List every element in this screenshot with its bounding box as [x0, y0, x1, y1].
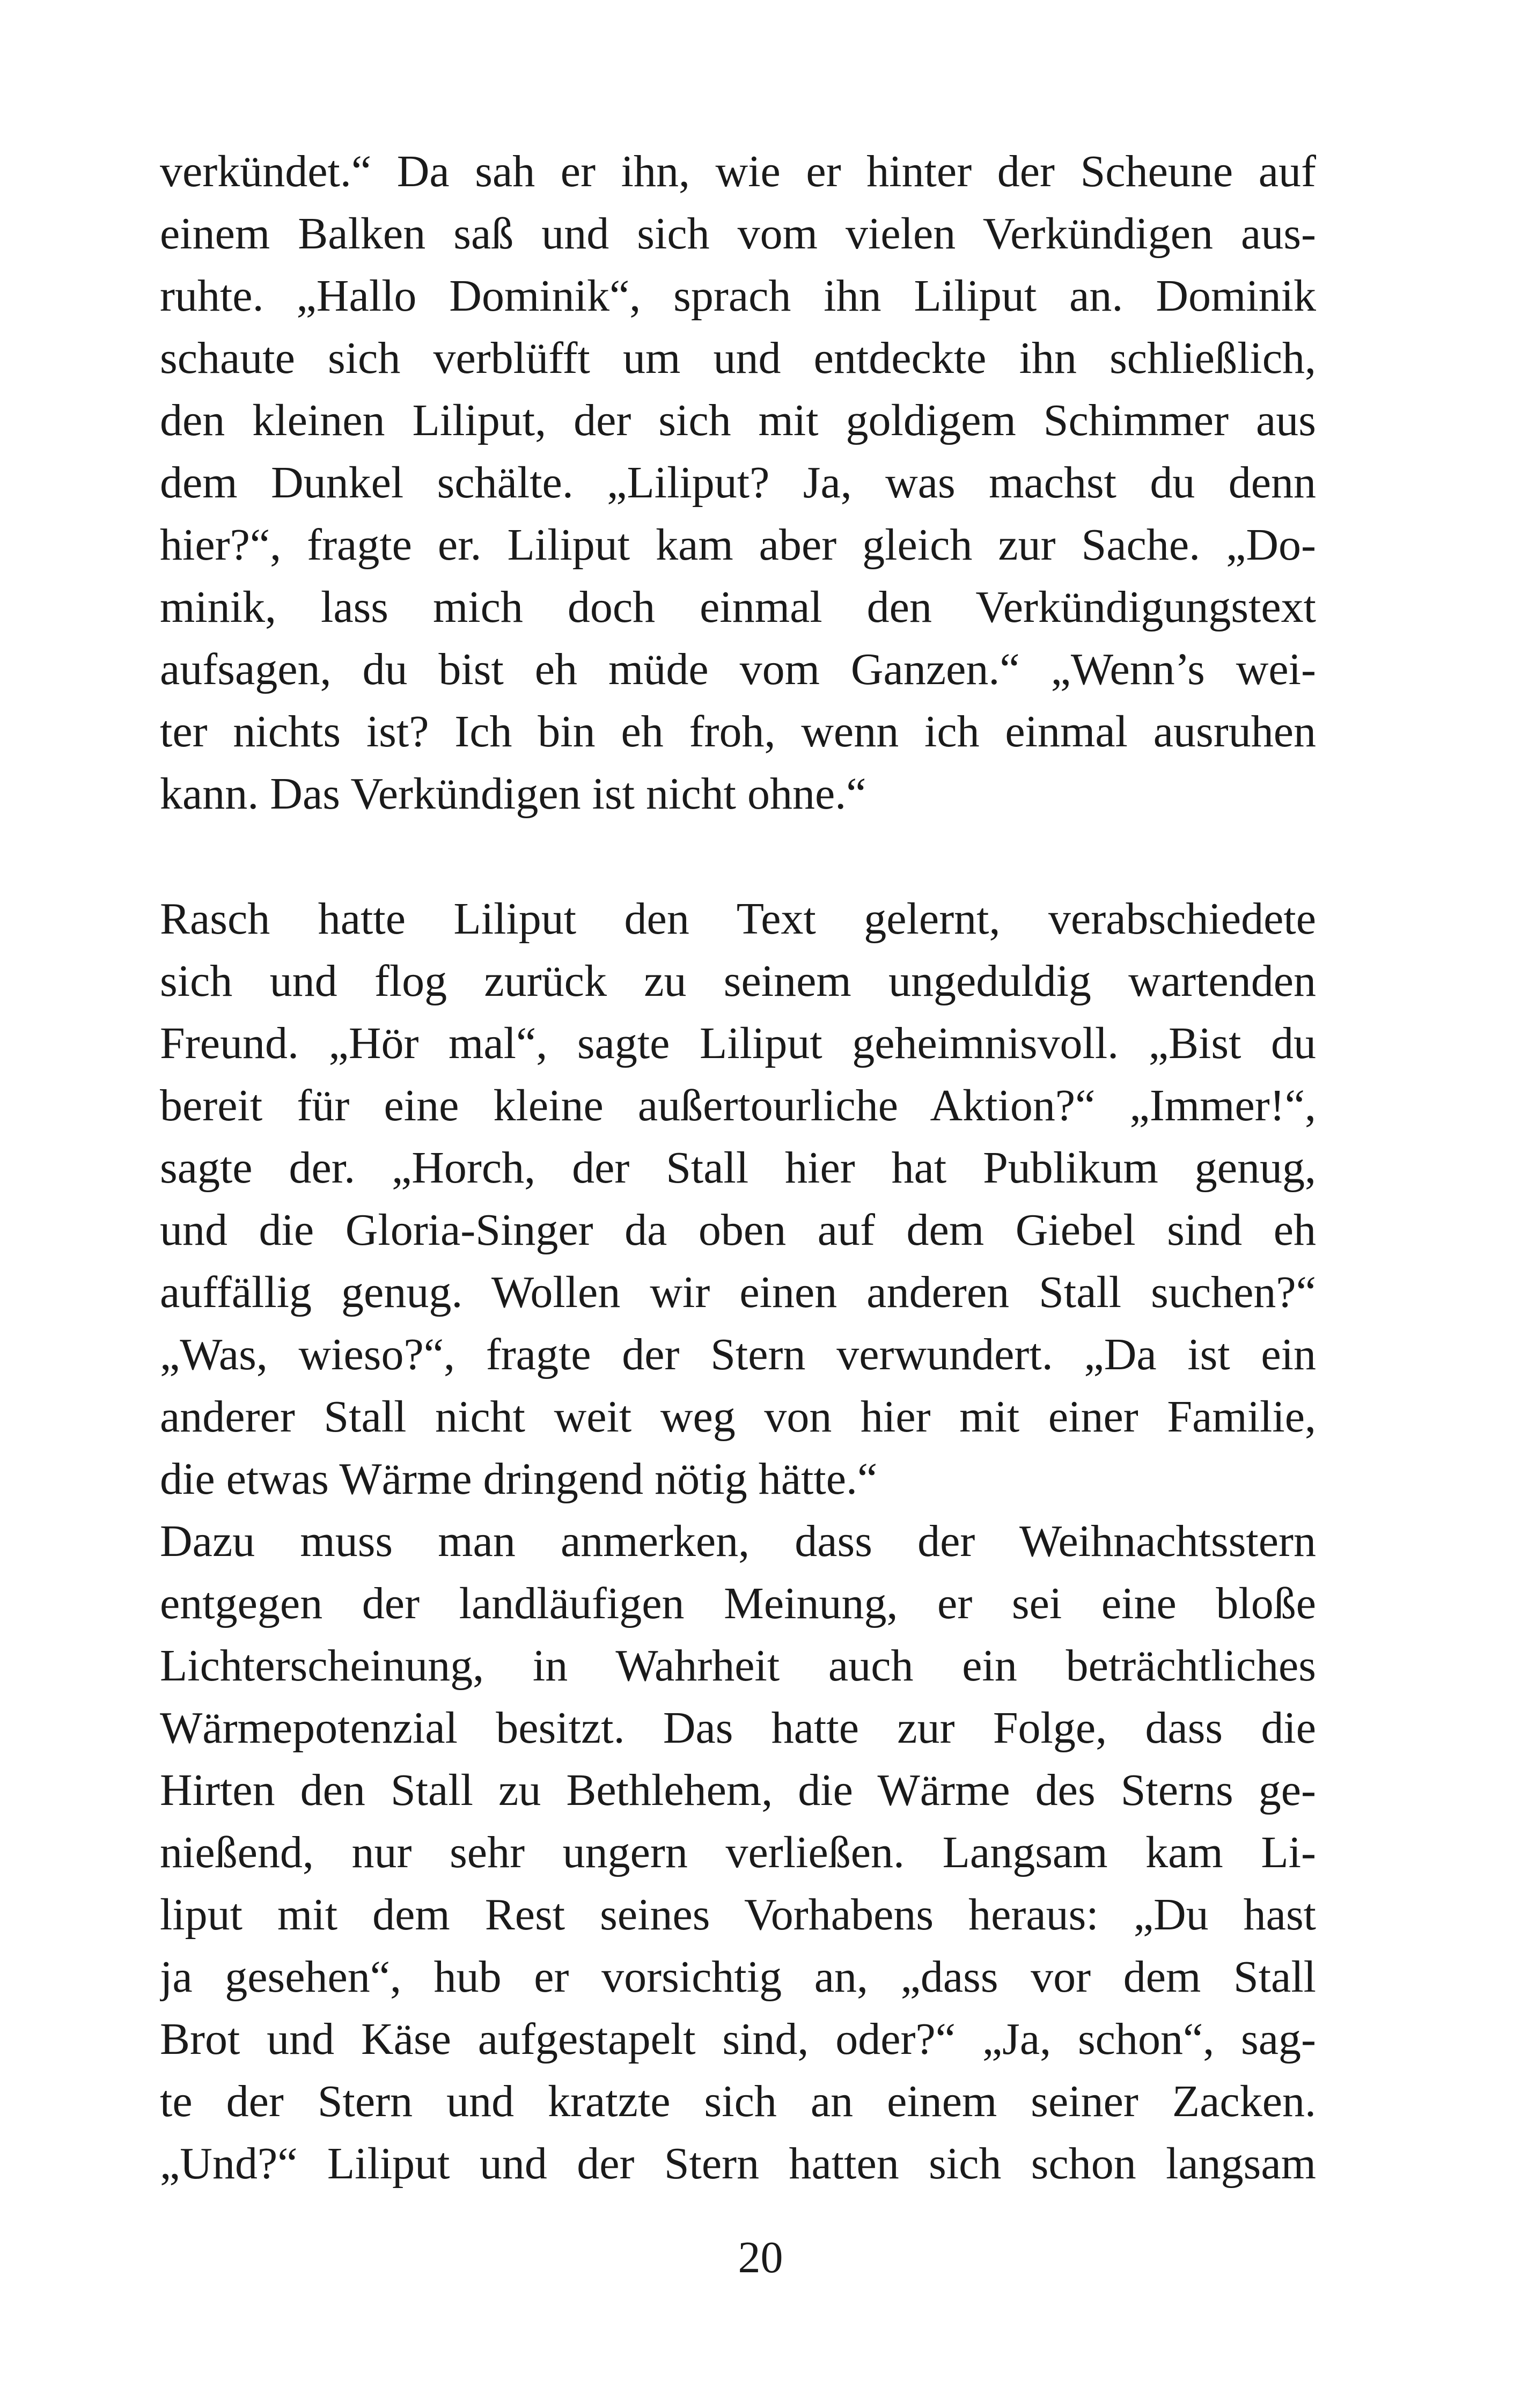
text-line: aufsagen, du bist eh müde vom Ganzen.“ „Wenn’s wei- [160, 644, 1316, 694]
text-line: liput mit dem Rest seines Vorhabens heraus: „Du hast [160, 1890, 1316, 1940]
text-line: „Was, wieso?“, fragte der Stern verwundert. „Da ist ein [160, 1330, 1316, 1379]
text-line: Lichterscheinung, in Wahrheit auch ein beträchtliches [160, 1641, 1316, 1691]
page-number: 20 [738, 2233, 783, 2282]
text-line: dem Dunkel schälte. „Liliput? Ja, was machst du denn [160, 458, 1316, 508]
paragraph-2-and-3 [160, 888, 1316, 2195]
text-line: Hirten den Stall zu Bethlehem, die Wärme des Sterns ge- [160, 1765, 1316, 1815]
paragraph-1 [160, 141, 1316, 825]
text-line: die etwas Wärme dringend nötig hätte.“ [160, 1454, 878, 1504]
text-line: schaute sich verblüfft um und entdeckte ihn schließlich, [160, 333, 1316, 383]
text-line: bereit für eine kleine außertourliche Aktion?“ „Immer!“, [160, 1081, 1316, 1130]
text-line: einem Balken saß und sich vom vielen Verkündigen aus- [160, 209, 1316, 259]
text-line: ruhte. „Hallo Dominik“, sprach ihn Liliput an. Dominik [160, 271, 1316, 321]
text-line: und die Gloria-Singer da oben auf dem Giebel sind eh [160, 1205, 1316, 1255]
text-line: ja gesehen“, hub er vorsichtig an, „dass vor dem Stall [160, 1952, 1316, 2002]
text-line: kann. Das Verkündigen ist nicht ohne.“ [160, 769, 866, 819]
text-line: Dazu muss man anmerken, dass der Weihnachtsstern [160, 1516, 1316, 1566]
text-line: sich und flog zurück zu seinem ungeduldig wartenden [160, 956, 1316, 1006]
text-line: entgegen der landläufigen Meinung, er sei eine bloße [160, 1579, 1316, 1628]
text-line: Wärmepotenzial besitzt. Das hatte zur Folge, dass die [160, 1703, 1316, 1753]
text-line: nießend, nur sehr ungern verließen. Langsam kam Li- [160, 1827, 1316, 1877]
text-line: auffällig genug. Wollen wir einen anderen Stall suchen?“ [160, 1267, 1316, 1317]
text-line: Freund. „Hör mal“, sagte Liliput geheimnisvoll. „Bist du [160, 1018, 1316, 1068]
text-line: te der Stern und kratzte sich an einem seiner Zacken. [160, 2076, 1316, 2126]
text-line: minik, lass mich doch einmal den Verkündigungstext [160, 582, 1316, 632]
text-line: anderer Stall nicht weit weg von hier mit einer Familie, [160, 1392, 1316, 1442]
text-line: hier?“, fragte er. Liliput kam aber gleich zur Sache. „Do- [160, 520, 1316, 570]
text-line: sagte der. „Horch, der Stall hier hat Publikum genug, [160, 1143, 1316, 1193]
text-line: „Und?“ Liliput und der Stern hatten sich schon langsam [160, 2139, 1316, 2189]
text-line: Brot und Käse aufgestapelt sind, oder?“ „Ja, schon“, sag- [160, 2014, 1316, 2064]
text-line: den kleinen Liliput, der sich mit goldigem Schimmer aus [160, 395, 1316, 445]
text-line: Rasch hatte Liliput den Text gelernt, verabschiedete [160, 894, 1316, 944]
text-line: ter nichts ist? Ich bin eh froh, wenn ich einmal ausruhen [160, 707, 1316, 757]
text-line: verkündet.“ Da sah er ihn, wie er hinter der Scheune auf [160, 146, 1316, 196]
